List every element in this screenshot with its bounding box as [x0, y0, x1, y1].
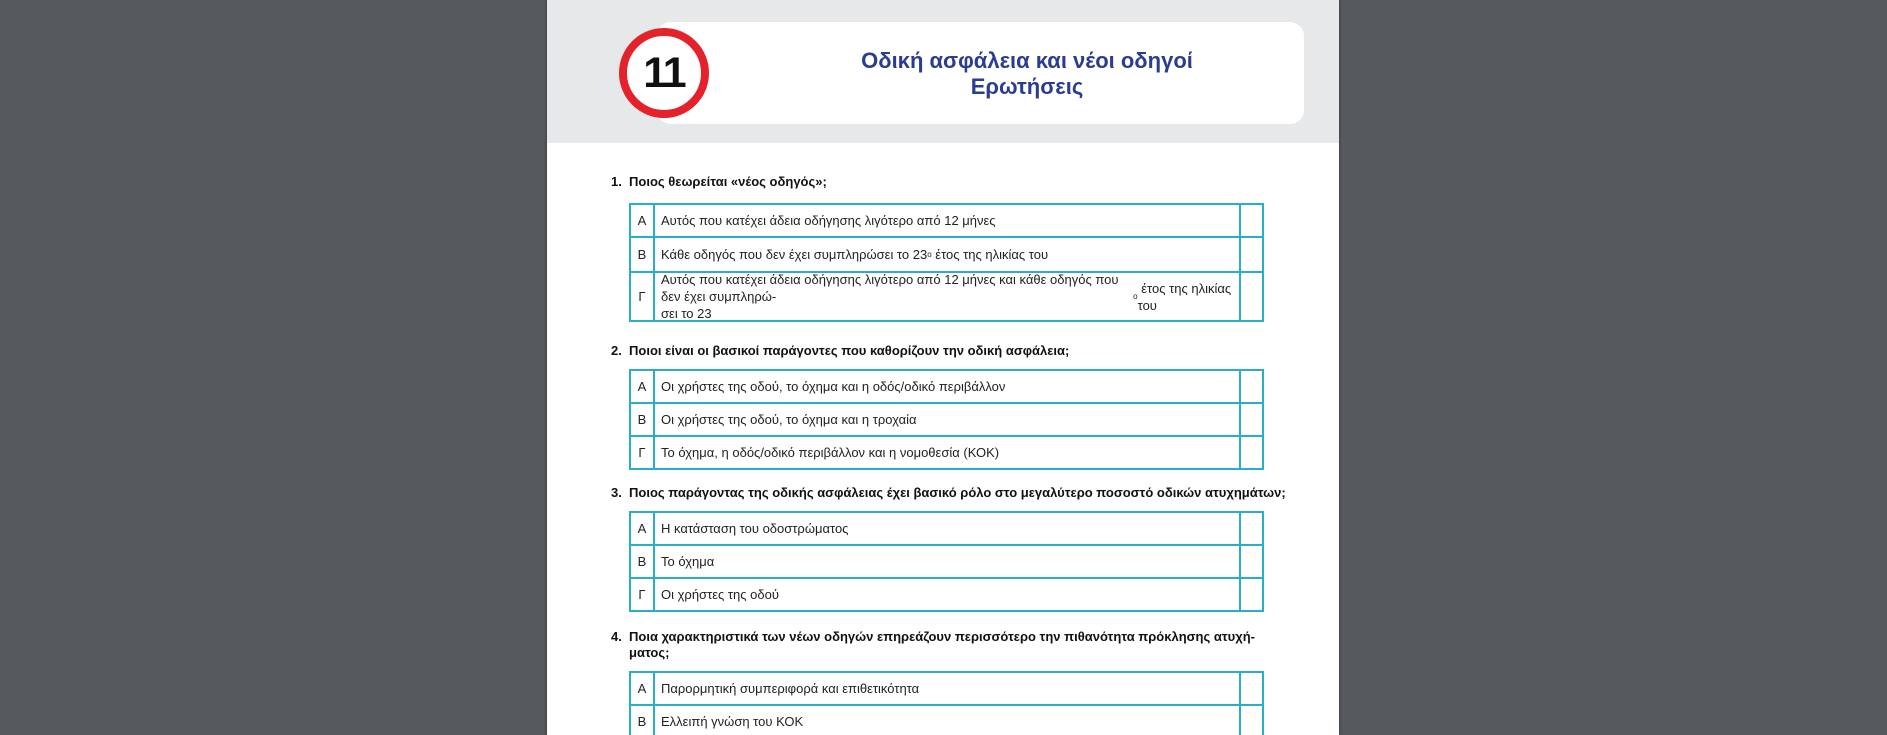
option-text: Η κατάσταση του οδοστρώματος — [655, 513, 1241, 544]
question-text: Ποιος θεωρείται «νέος οδηγός»; — [629, 174, 827, 189]
question-4-options — [629, 671, 1264, 735]
title-line-1: Οδική ασφάλεια και νέοι οδηγοί — [861, 48, 1193, 73]
option-text: Αυτός που κατέχει άδεια οδήγησης λιγότερο από 12 μήνες και κάθε οδηγός που δεν έχει συμπληρώ- σει το 23 ο έτος της ηλικίας του — [655, 273, 1241, 320]
answer-box[interactable] — [1241, 437, 1262, 468]
option-text: Το όχημα — [655, 546, 1241, 577]
option-row[interactable] — [631, 271, 1262, 320]
option-text: Το όχημα, η οδός/οδικό περιβάλλον και η νομοθεσία (ΚΟΚ) — [655, 437, 1241, 468]
question-3-heading — [611, 485, 1311, 501]
option-row[interactable] — [631, 435, 1262, 468]
question-4-heading — [611, 629, 1264, 661]
title-line-2: Ερωτήσεις — [970, 74, 1084, 99]
option-text: Οι χρήστες της οδού — [655, 579, 1241, 610]
option-text: Αυτός που κατέχει άδεια οδήγησης λιγότερο από 12 μήνες — [655, 205, 1241, 236]
page-title — [747, 48, 1307, 100]
option-letter: Γ — [631, 579, 655, 610]
question-1-options — [629, 203, 1264, 322]
option-text: Παρορμητική συμπεριφορά και επιθετικότητα — [655, 673, 1241, 704]
question-number: 3. — [611, 485, 622, 500]
question-3-options — [629, 511, 1264, 612]
option-letter: Β — [631, 238, 655, 271]
option-row[interactable] — [631, 704, 1262, 735]
option-text: Οι χρήστες της οδού, το όχημα και η τροχαία — [655, 404, 1241, 435]
question-number: 1. — [611, 174, 622, 189]
option-row[interactable] — [631, 673, 1262, 704]
answer-box[interactable] — [1241, 513, 1262, 544]
answer-box[interactable] — [1241, 706, 1262, 735]
option-letter: Γ — [631, 437, 655, 468]
question-text: Ποιος παράγοντας της οδικής ασφάλειας έχει βασικό ρόλο στο μεγαλύτερο ποσοστό οδικών ατυχημάτων; — [629, 485, 1286, 500]
option-letter: Β — [631, 706, 655, 735]
question-text: Ποια χαρακτηριστικά των νέων οδηγών επηρεάζουν περισσότερο την πιθανότητα πρόκλησης ατυχή- ματος; — [629, 629, 1255, 660]
answer-box[interactable] — [1241, 404, 1262, 435]
option-letter: Α — [631, 513, 655, 544]
document-page — [547, 0, 1339, 735]
answer-box[interactable] — [1241, 205, 1262, 236]
question-2-options — [629, 369, 1264, 470]
option-row[interactable] — [631, 577, 1262, 610]
option-letter: Α — [631, 205, 655, 236]
option-letter: Β — [631, 546, 655, 577]
chapter-number-badge: 11 — [619, 28, 709, 118]
answer-box[interactable] — [1241, 546, 1262, 577]
answer-box[interactable] — [1241, 238, 1262, 271]
option-letter: Α — [631, 673, 655, 704]
option-row[interactable] — [631, 402, 1262, 435]
question-text: Ποιοι είναι οι βασικοί παράγοντες που καθορίζουν την οδική ασφάλεια; — [629, 343, 1070, 358]
question-number: 2. — [611, 343, 622, 358]
option-text: Οι χρήστες της οδού, το όχημα και η οδός/οδικό περιβάλλον — [655, 371, 1241, 402]
answer-box[interactable] — [1241, 673, 1262, 704]
question-1-heading — [611, 174, 1311, 190]
option-letter: Γ — [631, 273, 655, 320]
option-letter: Β — [631, 404, 655, 435]
question-2-heading — [611, 343, 1311, 359]
question-number: 4. — [611, 629, 622, 644]
option-row[interactable] — [631, 544, 1262, 577]
option-row[interactable] — [631, 236, 1262, 271]
option-row[interactable] — [631, 205, 1262, 236]
option-letter: Α — [631, 371, 655, 402]
answer-box[interactable] — [1241, 579, 1262, 610]
option-text: Ελλειπή γνώση του ΚΟΚ — [655, 706, 1241, 735]
option-row[interactable] — [631, 513, 1262, 544]
option-row[interactable] — [631, 371, 1262, 402]
option-text: Κάθε οδηγός που δεν έχει συμπληρώσει το 23 ο έτος της ηλικίας του — [655, 238, 1241, 271]
answer-box[interactable] — [1241, 371, 1262, 402]
answer-box[interactable] — [1241, 273, 1262, 320]
